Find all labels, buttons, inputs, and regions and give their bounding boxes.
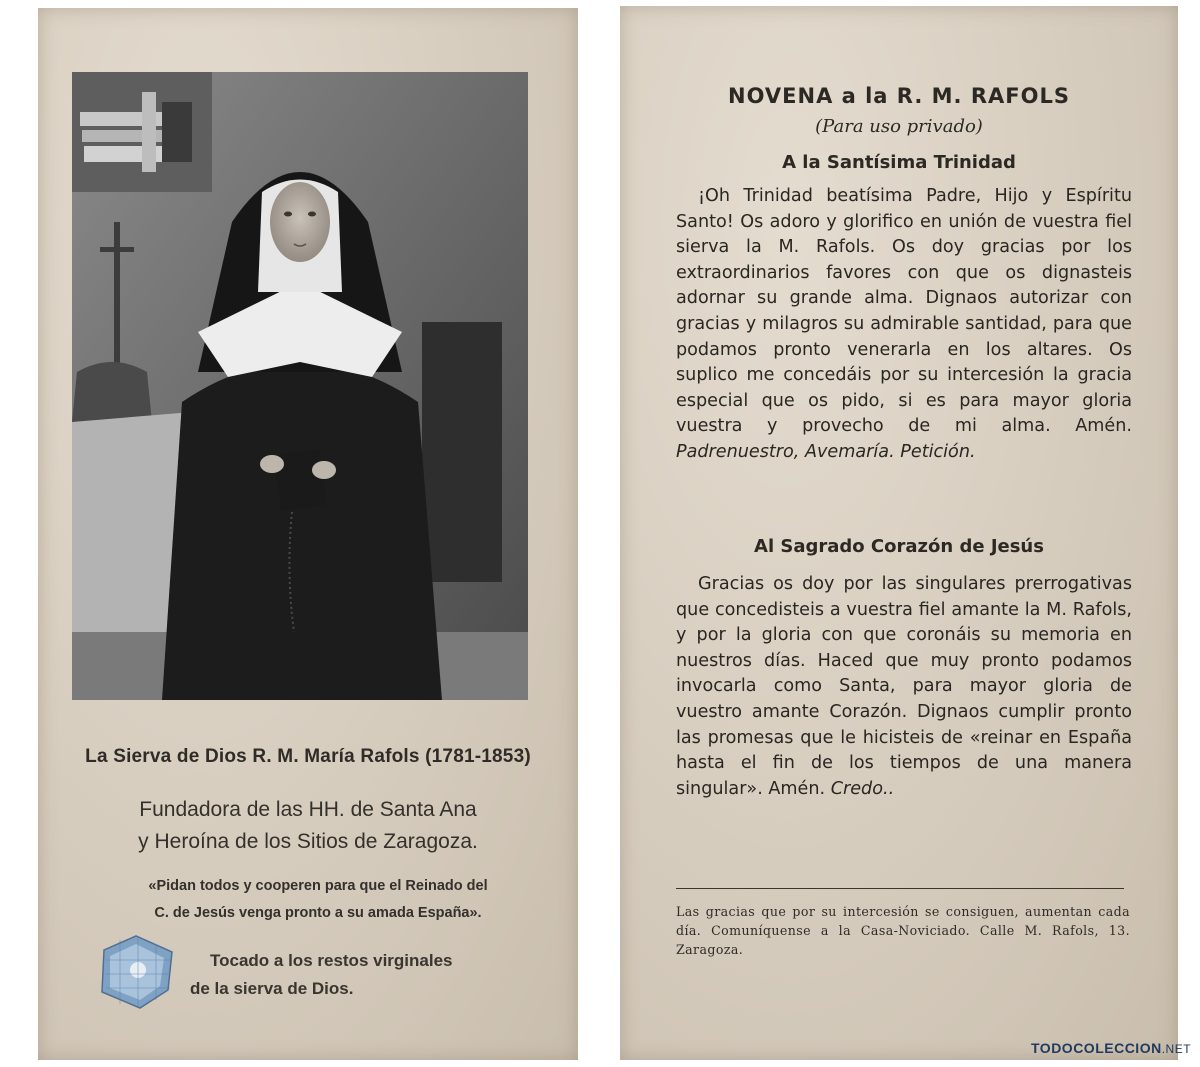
watermark-suffix: .NET [1161,1042,1192,1056]
prayer1-text: ¡Oh Trinidad beatísima Padre, Hijo y Espíritu Santo! Os adoro y glorifico en unión de vuestra fiel sierva la M. Rafols. Os doy gracias por los extraordinarios favores con que os dignasteis adornar su grande alma. Dignaos autorizar con gracias y milagros su admirable santidad, para que podamos pronto venerarla en los altares. Os suplico me concedáis por su intercesión la gracia especial que os pido, si es para mayor gloria vuestra y provecho de mi alma. Amén. [676,186,1132,437]
quote-line2: C. de Jesús venga pronto a su amada España». [154,905,482,921]
relic-text-line2: de la sierva de Dios. [190,979,354,998]
holy-card-front [38,8,578,1060]
relic-cloth-icon [96,930,178,1012]
prayer1-closing: Padrenuestro, Avemaría. Petición. [676,441,976,462]
footer-note: Las gracias que por su intercesión se consiguen, aumentan cada día. Comuníquense a la Casa-Noviciado. Calle M. Rafols, 13. Zaragoza. [676,904,1130,957]
founder-subtitle-line1: Fundadora de las HH. de Santa Ana [139,798,477,821]
portrait-illustration [72,72,528,700]
watermark-brand: TODOCOLECCION [1031,1040,1162,1056]
prayer1-body [676,184,1132,466]
novena-subtitle: (Para uso privado) [815,116,983,137]
portrait-caption: La Sierva de Dios R. M. María Rafols (1781-1853) [85,746,531,767]
nun-portrait-image [72,72,528,700]
footer-divider [676,888,1124,889]
prayer1-heading: A la Santísima Trinidad [782,152,1016,173]
holy-card-back [620,6,1178,1060]
prayer2-heading: Al Sagrado Corazón de Jesús [754,536,1044,557]
quote-line1: «Pidan todos y cooperen para que el Reinado del [148,878,488,894]
prayer2-body [676,572,1132,802]
prayer2-text: Gracias os doy por las singulares prerrogativas que concedisteis a vuestra fiel amante la M. Rafols, y por la gloria con que coronáis su memoria en nuestros días. Haced que muy pronto podamos invocarla como Santa, para mayor gloria de vuestro amante Corazón. Dignaos cumplir pronto las promesas que le hicisteis de «reinar en España hasta el fin de los tiempos de una manera singular». Amén. [676,574,1132,799]
site-watermark [1031,1040,1191,1056]
novena-title: NOVENA a la R. M. RAFOLS [728,84,1070,108]
relic-text-line1: Tocado a los restos virginales [210,951,453,970]
prayer2-closing: Credo.. [830,778,895,799]
founder-subtitle-line2: y Heroína de los Sitios de Zaragoza. [138,830,478,853]
